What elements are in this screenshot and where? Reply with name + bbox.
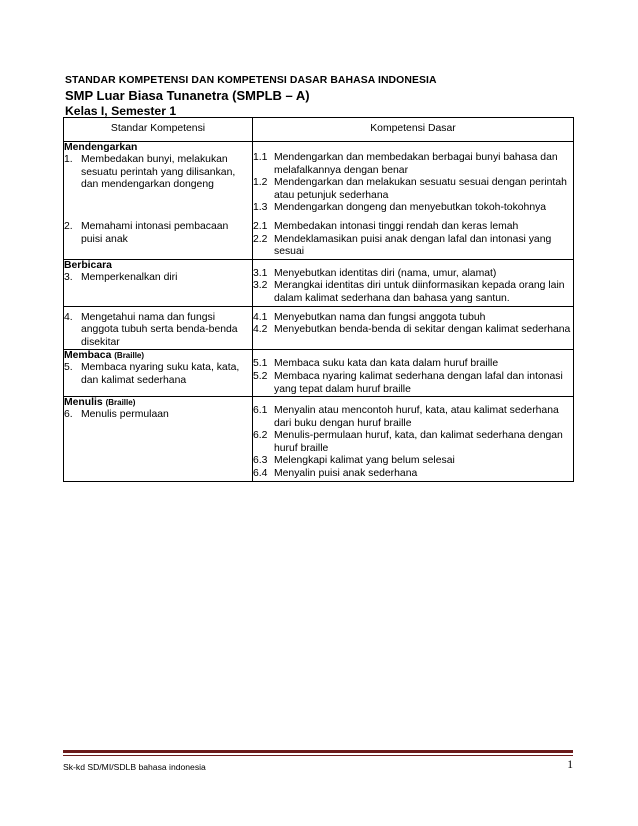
sk-number: 3. bbox=[64, 271, 73, 283]
sk-cell bbox=[64, 142, 253, 215]
kd-cell bbox=[253, 306, 574, 350]
section-heading: Mendengarkan bbox=[64, 142, 138, 153]
footer-text: Sk-kd SD/MI/SDLB bahasa indonesia bbox=[63, 762, 206, 772]
sk-item bbox=[64, 221, 252, 246]
sk-item bbox=[64, 409, 252, 422]
kd-number: 5.2 bbox=[253, 370, 268, 382]
class-semester: Kelas I, Semester 1 bbox=[65, 104, 177, 118]
competency-table bbox=[63, 117, 574, 482]
kd-number: 2.1 bbox=[253, 220, 268, 232]
kd-number: 4.1 bbox=[253, 311, 268, 323]
section-heading: Berbicara bbox=[64, 259, 112, 271]
kd-cell bbox=[253, 142, 574, 215]
section-heading bbox=[64, 397, 252, 409]
sk-cell bbox=[64, 350, 253, 397]
kd-item bbox=[253, 430, 573, 455]
kd-text: Menyebutkan nama dan fungsi anggota tubuh bbox=[274, 311, 486, 323]
sk-text: Memperkenalkan diri bbox=[81, 271, 178, 283]
kd-text: Menyalin atau mencontoh huruf, kata, atau kalimat sederhana dari buku dengan huruf braille bbox=[274, 405, 559, 429]
kd-text: Mendeklamasikan puisi anak dengan lafal dan intonasi yang sesuai bbox=[274, 233, 552, 258]
kd-item bbox=[253, 405, 573, 430]
kd-item bbox=[253, 371, 573, 396]
kd-item bbox=[253, 312, 573, 325]
sk-number: 1. bbox=[64, 154, 73, 165]
kd-item bbox=[253, 358, 573, 371]
document-header bbox=[65, 74, 573, 118]
kd-item bbox=[253, 455, 573, 468]
kd-number: 1.3 bbox=[253, 202, 268, 214]
kd-text: Mendengarkan dongeng dan menyebutkan tokoh-tokohnya bbox=[274, 202, 547, 214]
kd-cell bbox=[253, 350, 574, 397]
kd-cell bbox=[253, 215, 574, 259]
section-heading-text: Membaca bbox=[64, 350, 112, 362]
sk-cell bbox=[64, 306, 253, 350]
kd-item bbox=[253, 234, 573, 259]
kd-text: Membedakan intonasi tinggi rendah dan keras lemah bbox=[274, 220, 519, 232]
section-heading-text: Menulis bbox=[64, 397, 103, 409]
sk-number: 5. bbox=[64, 362, 73, 374]
kd-number: 6.3 bbox=[253, 455, 268, 467]
section-note: (Braille) bbox=[105, 398, 136, 408]
sk-item bbox=[64, 272, 252, 285]
kd-text: Mendengarkan dan membedakan berbagai bunyi bahasa dan melafalkannya dengan benar bbox=[274, 152, 558, 176]
kd-number: 1.2 bbox=[253, 177, 268, 189]
sk-number: 4. bbox=[64, 311, 73, 323]
document-title: STANDAR KOMPETENSI DAN KOMPETENSI DASAR BAHASA INDONESIA bbox=[65, 75, 437, 86]
kd-text: Merangkai identitas diri untuk diinformasikan kepada orang lain dalam kalimat sederhana dan bahasa yang santun. bbox=[274, 280, 565, 304]
kd-text: Menulis-permulaan huruf, kata, dan kalimat sederhana dengan huruf braille bbox=[274, 430, 563, 454]
sk-cell bbox=[64, 397, 253, 482]
kd-item bbox=[253, 177, 573, 202]
footer-rule-thick bbox=[63, 750, 573, 753]
footer-rule-thin bbox=[63, 755, 573, 756]
table-row bbox=[64, 397, 574, 482]
table-header-row bbox=[64, 118, 574, 142]
section-heading bbox=[64, 350, 252, 362]
sk-text: Mengetahui nama dan fungsi anggota tubuh serta benda-benda disekitar bbox=[81, 311, 238, 348]
kd-number: 6.2 bbox=[253, 430, 268, 442]
kd-number: 1.1 bbox=[253, 152, 268, 163]
kd-number: 4.2 bbox=[253, 324, 268, 336]
kd-text: Mendengarkan dan melakukan sesuatu sesuai dengan perintah atau petunjuk sederhana bbox=[274, 177, 567, 201]
kd-item bbox=[253, 221, 573, 234]
kd-cell bbox=[253, 397, 574, 482]
kd-item bbox=[253, 324, 573, 337]
kd-text: Membaca suku kata dan kata dalam huruf braille bbox=[274, 358, 499, 370]
kd-number: 3.2 bbox=[253, 280, 268, 292]
sk-text: Menulis permulaan bbox=[81, 409, 169, 421]
column-header-sk: Standar Kompetensi bbox=[64, 118, 253, 142]
school-subtitle: SMP Luar Biasa Tunanetra (SMPLB – A) bbox=[65, 88, 310, 103]
kd-number: 6.4 bbox=[253, 468, 268, 480]
sk-text: Memahami intonasi pembacaan puisi anak bbox=[81, 220, 229, 245]
table-row bbox=[64, 215, 574, 259]
kd-item bbox=[253, 268, 573, 281]
sk-number: 2. bbox=[64, 220, 73, 232]
sk-text: Membaca nyaring suku kata, kata, dan kalimat sederhana bbox=[81, 362, 240, 386]
sk-item bbox=[64, 154, 252, 192]
kd-number: 2.2 bbox=[253, 233, 268, 245]
kd-item bbox=[253, 202, 573, 215]
kd-item bbox=[253, 280, 573, 305]
kd-text: Membaca nyaring kalimat sederhana dengan lafal dan intonasi yang tepat dalam huruf braille bbox=[274, 370, 563, 395]
kd-text: Menyebutkan identitas diri (nama, umur, alamat) bbox=[274, 267, 497, 279]
table-row bbox=[64, 350, 574, 397]
kd-text: Menyebutkan benda-benda di sekitar dengan kalimat sederhana bbox=[274, 324, 571, 336]
kd-text: Melengkapi kalimat yang belum selesai bbox=[274, 455, 455, 467]
section-note: (Braille) bbox=[114, 351, 145, 361]
table-row bbox=[64, 306, 574, 350]
table-row bbox=[64, 142, 574, 215]
page-number: 1 bbox=[567, 759, 573, 771]
kd-item bbox=[253, 468, 573, 481]
kd-item bbox=[253, 152, 573, 177]
kd-text: Menyalin puisi anak sederhana bbox=[274, 468, 418, 480]
table-row bbox=[64, 259, 574, 306]
sk-cell bbox=[64, 215, 253, 259]
sk-text: Membedakan bunyi, melakukan sesuatu perintah yang dilisankan, dan mendengarkan dongeng bbox=[81, 154, 236, 191]
sk-number: 6. bbox=[64, 409, 73, 421]
column-header-kd: Kompetensi Dasar bbox=[253, 118, 574, 142]
sk-item bbox=[64, 312, 252, 350]
sk-cell bbox=[64, 259, 253, 306]
kd-number: 6.1 bbox=[253, 405, 268, 417]
kd-number: 3.1 bbox=[253, 267, 268, 279]
kd-number: 5.1 bbox=[253, 358, 268, 370]
sk-item bbox=[64, 362, 252, 387]
kd-cell bbox=[253, 259, 574, 306]
